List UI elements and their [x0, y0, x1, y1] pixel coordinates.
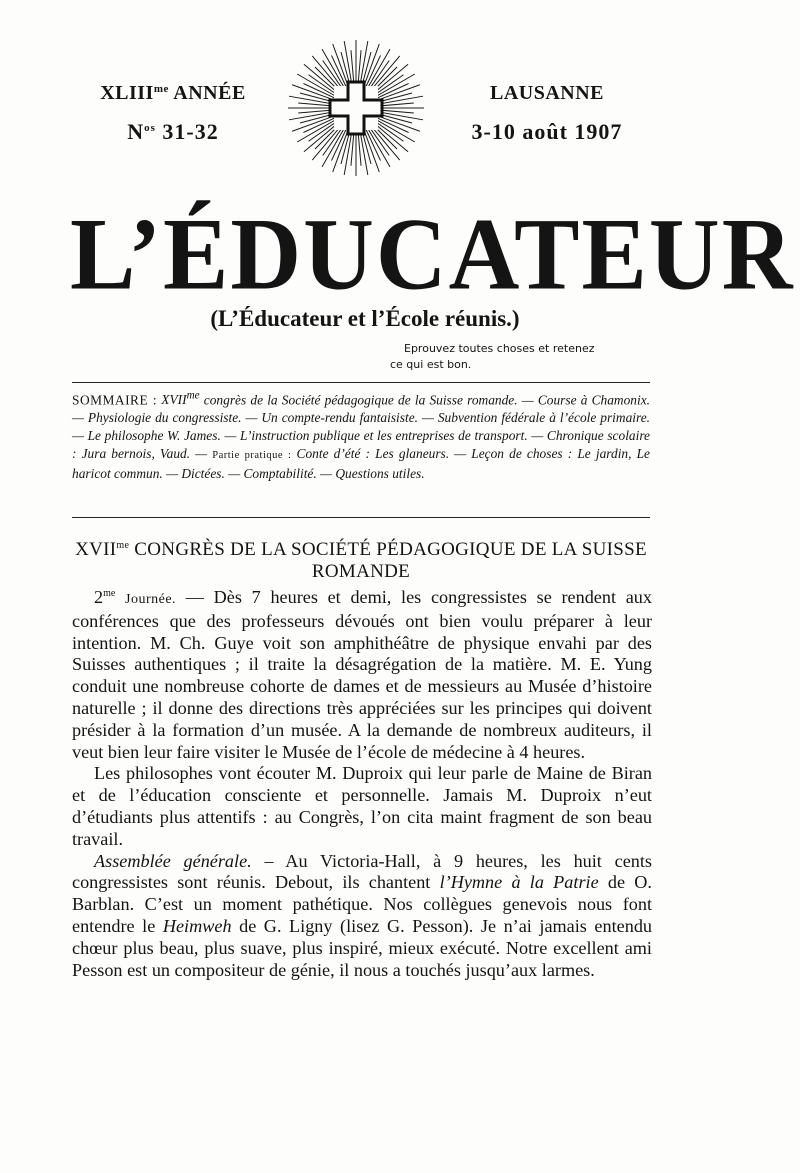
paragraph-3: Assemblée générale. – Au Victoria-Hall, à 9 heures, les huit cents congressistes sont réunis. Debout, ils chantent l’Hymne à la Patrie de O. Barblan. C’est un moment pathétique. Nos collègues genevois nous font entendre le Heimweh de G. Ligny (lisez G. Pesson). Je n’ai jamais entendu chœur plus beau, plus suave, plus inspiré, mieux exécuté. Notre excellent ami Pesson est un compositeur de génie, il nous a touchés jusqu’aux larmes.: [72, 850, 653, 980]
masthead-left: [88, 82, 258, 145]
journal-subtitle: (L’Éducateur et l’École réunis.): [210, 306, 520, 331]
journal-title: L’ÉDUCATEUR: [70, 198, 795, 312]
summary-items: congrès de la Société pédagogique de la Suisse romande. — Course à Chamonix. — Physiologie du congressiste. — Un compte-rendu fantaisiste. — Subvention fédérale à l’école primaire. — Le philosophe W. James. — L’instruction publique et les entreprises de transport. — Chronique scolaire : Jura bernois, Vaud. —: [72, 392, 651, 461]
summary-lead: SOMMAIRE :: [72, 392, 158, 408]
summary-item-congress: $XVII^{me}$: [161, 390, 200, 408]
article-body: [72, 583, 652, 981]
swiss-cross-sunburst-icon: [286, 38, 426, 178]
divider-bottom: [72, 517, 650, 518]
summary-items-practical: Conte d’été : Les glaneurs. — Leçon de choses : Le jardin, Le haricot commun. — Dictées. — Comptabilité. — Questions utiles.: [72, 445, 650, 481]
motto: [390, 341, 630, 373]
volume-year: $XLIII^{me}$ ANNÉE: [100, 82, 246, 104]
table-of-contents: [72, 388, 650, 482]
motto-line-1: Eprouvez toutes choses et retenez: [404, 342, 595, 355]
motto-line-2: ce qui est bon.: [390, 358, 472, 371]
article-heading: $XVII^{me}$ CONGRÈS DE LA SOCIÉTÉ PÉDAGOGIQUE DE LA SUISSE ROMANDE: [75, 539, 647, 582]
masthead-right: [452, 82, 642, 145]
issue-number: $N^{os}$ 31-32: [127, 119, 219, 144]
issue-date: 3-10 août 1907: [471, 119, 623, 144]
place: LAUSANNE: [489, 82, 605, 104]
paragraph-2: Les philosophes vont écouter M. Duproix qui leur parle de Maine de Biran et de l’éducation consciente et personnelle. Jamais M. Duproix n’eut d’étudiants plus attentifs : au Congrès, l’on cita maint fragment de son beau travail.: [72, 763, 652, 849]
paragraph-1: $2^{me}$ Journée. — Dès 7 heures et demi, les congressistes se rendent aux conférences que des professeurs dévoués ont bien voulu préparer à leur intention. M. Ch. Guye voit son amphithéâtre de physique envahi par des Suisses authentiques ; il traite la désagrégation de la matière. M. E. Yung conduit une nombreuse cohorte de dames et de messieurs au Musée d’histoire naturelle ; il donne des directions très appréciées sur les principes qui doivent présider à la formation d’un musée. A la demande de nombreux auditeurs, il veut bien leur faire visiter le Musée de l’école de médecine à 4 heures.: [72, 587, 652, 762]
summary-partie-pratique: Partie pratique :: [212, 449, 292, 461]
divider-top: [72, 382, 650, 383]
